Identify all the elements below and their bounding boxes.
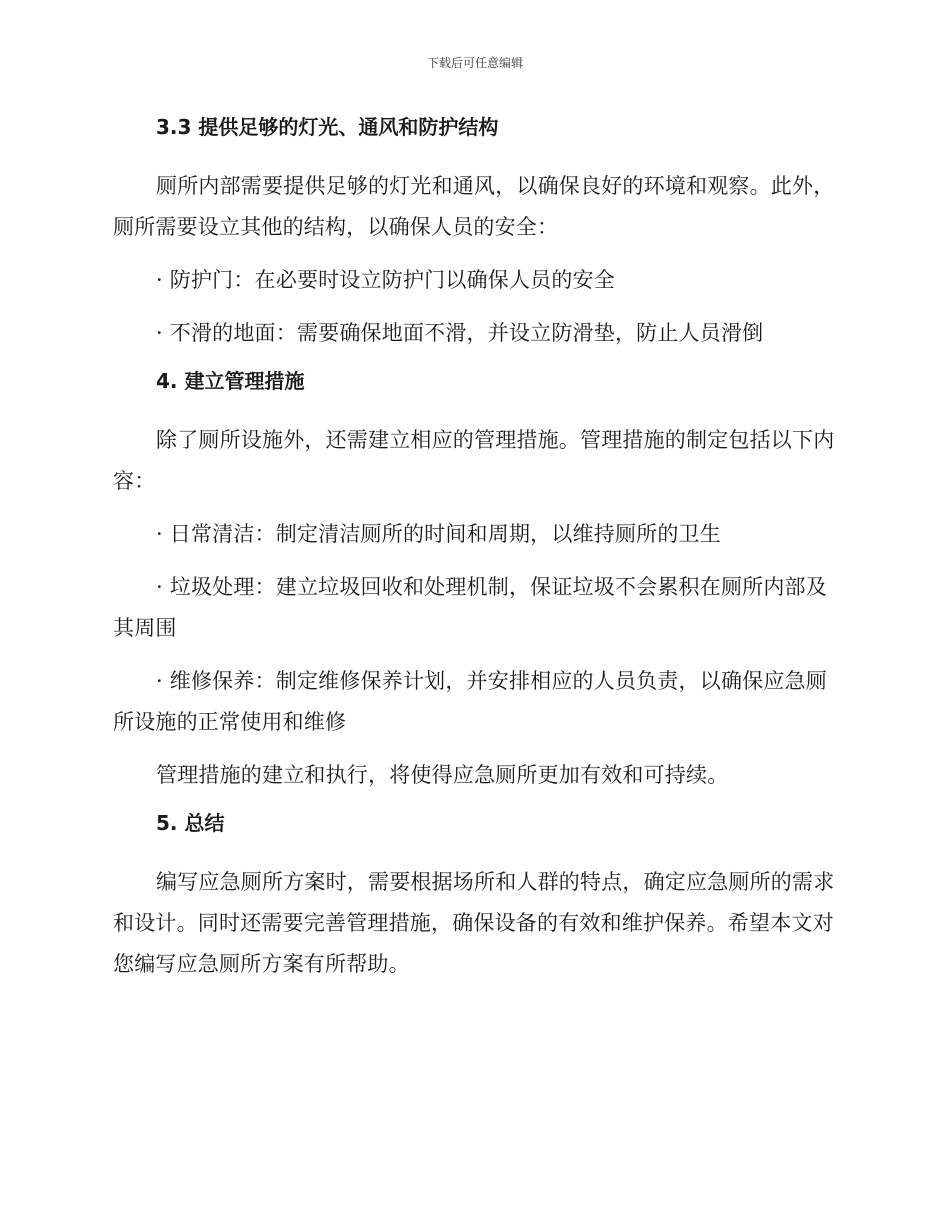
list-item-daily-cleaning: · 日常清洁：制定清洁厕所的时间和周期，以维持厕所的卫生 [156, 522, 721, 546]
paragraph-conclusion: 编写应急厕所方案时，需要根据场所和人群的特点，确定应急厕所的需求和设计。同时还需要完善管理措施，确保设备的有效和维护保养。希望本文对您编写应急厕所方案有所帮助。 [113, 870, 835, 976]
paragraph-lighting-ventilation: 厕所内部需要提供足够的灯光和通风，以确保良好的环境和观察。此外，厕所需要设立其他的结构，以确保人员的安全： [113, 174, 835, 239]
paragraph-management-summary: 管理措施的建立和执行，将使得应急厕所更加有效和可持续。 [156, 763, 729, 787]
document-body [113, 112, 835, 997]
page-header: 下载后可任意编辑 [426, 56, 523, 70]
list-item-maintenance: · 维修保养：制定维修保养计划，并安排相应的人员负责，以确保应急厕所设施的正常使用和维修 [113, 669, 827, 734]
list-item-garbage-handling: · 垃圾处理：建立垃圾回收和处理机制，保证垃圾不会累积在厕所内部及其周围 [113, 575, 827, 640]
list-item-non-slip-floor: · 不滑的地面：需要确保地面不滑，并设立防滑垫，防止人员滑倒 [156, 321, 764, 345]
list-item-protective-door: · 防护门：在必要时设立防护门以确保人员的安全 [156, 268, 615, 292]
section-heading-5: 5. 总结 [156, 811, 225, 835]
paragraph-management-intro: 除了厕所设施外，还需建立相应的管理措施。管理措施的制定包括以下内容： [113, 428, 835, 493]
section-heading-4: 4. 建立管理措施 [156, 369, 305, 393]
section-heading-3-3: 3.3 提供足够的灯光、通风和防护结构 [156, 115, 499, 139]
